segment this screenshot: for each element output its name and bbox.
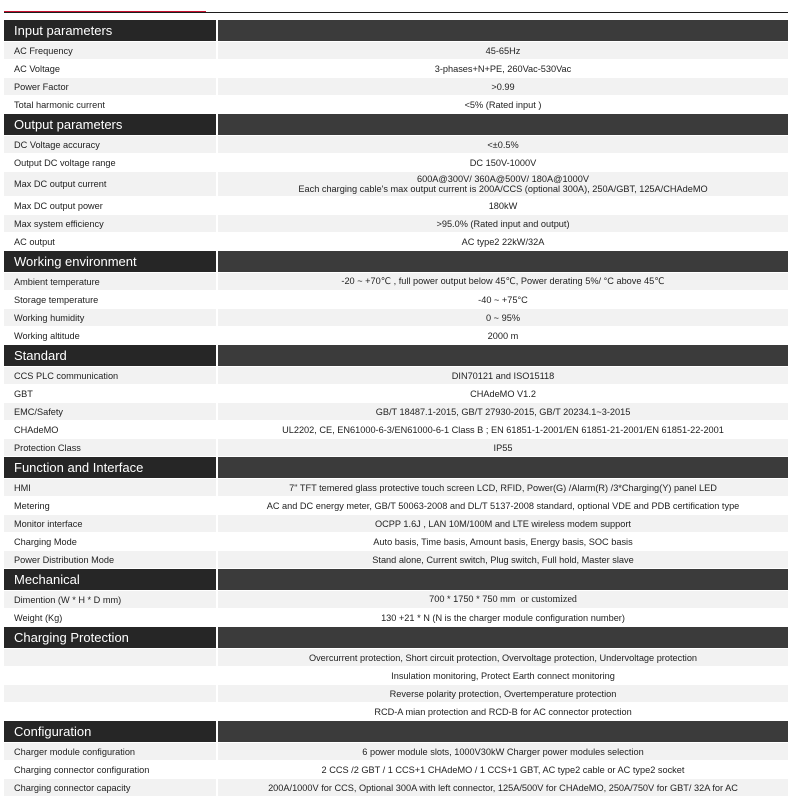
spec-row: [4, 649, 788, 666]
section-title: Charging Protection: [4, 627, 216, 648]
spec-table: [4, 20, 788, 797]
section-title: Function and Interface: [4, 457, 216, 478]
section-header-fill: [216, 627, 788, 648]
spec-label: Ambient temperature: [4, 273, 216, 290]
spec-value: UL2202, CE, EN61000-6-3/EN61000-6-1 Class B ; EN 61851-1-2001/EN 61851-21-2001/EN 61851-22-2001: [218, 421, 788, 438]
spec-label: Weight (Kg): [4, 609, 216, 626]
section-title: Standard: [4, 345, 216, 366]
spec-row: [4, 667, 788, 684]
section-header-fill: [216, 457, 788, 478]
spec-row: [4, 367, 788, 384]
spec-row: [4, 233, 788, 250]
spec-row: [4, 273, 788, 290]
spec-row: [4, 685, 788, 702]
spec-label: Max DC output power: [4, 197, 216, 214]
spec-label: Total harmonic current: [4, 96, 216, 113]
spec-value: Overcurrent protection, Short circuit protection, Overvoltage protection, Undervoltage protection: [218, 649, 788, 666]
section-title: Output parameters: [4, 114, 216, 135]
spec-label: Output DC voltage range: [4, 154, 216, 171]
spec-row: [4, 497, 788, 514]
spec-row: [4, 421, 788, 438]
spec-label: [4, 649, 216, 666]
spec-value: 0 ~ 95%: [218, 309, 788, 326]
spec-value: AC and DC energy meter, GB/T 50063-2008 and DL/T 5137-2008 standard, optional VDE and PDB certification type: [218, 497, 788, 514]
spec-label: Power Factor: [4, 78, 216, 95]
section-title: Input parameters: [4, 20, 216, 41]
section-header-fill: [216, 345, 788, 366]
spec-label: [4, 703, 216, 720]
section-header-fill: [216, 114, 788, 135]
section-title: Mechanical: [4, 569, 216, 590]
spec-value: GB/T 18487.1-2015, GB/T 27930-2015, GB/T 20234.1~3-2015: [218, 403, 788, 420]
spec-value: CHAdeMO V1.2: [218, 385, 788, 402]
spec-row: [4, 154, 788, 171]
spec-value-extra: or customized: [520, 594, 577, 605]
spec-value: 180kW: [218, 197, 788, 214]
header-rule: [4, 12, 788, 13]
spec-value: 200A/1000V for CCS, Optional 300A with left connector, 125A/500V for CHAdeMO, 250A/750V for GBT/ 32A for AC: [218, 779, 788, 796]
spec-label: Storage temperature: [4, 291, 216, 308]
spec-label: Monitor interface: [4, 515, 216, 532]
spec-row: [4, 309, 788, 326]
spec-row: [4, 439, 788, 456]
spec-label: [4, 685, 216, 702]
spec-label: AC Voltage: [4, 60, 216, 77]
spec-value: 7" TFT temered glass protective touch screen LCD, RFID, Power(G) /Alarm(R) /3*Charging(Y) panel LED: [218, 479, 788, 496]
spec-value: 3-phases+N+PE, 260Vac-530Vac: [218, 60, 788, 77]
spec-row: [4, 60, 788, 77]
spec-row: [4, 609, 788, 626]
spec-label: GBT: [4, 385, 216, 402]
section-title: Configuration: [4, 721, 216, 742]
spec-label: Charging connector capacity: [4, 779, 216, 796]
spec-value-line: [429, 594, 577, 605]
spec-label: Dimention (W * H * D mm): [4, 591, 216, 608]
spec-row: [4, 197, 788, 214]
spec-value: Reverse polarity protection, Overtemperature protection: [218, 685, 788, 702]
spec-value: 45-65Hz: [218, 42, 788, 59]
spec-row: [4, 515, 788, 532]
spec-value: [218, 172, 788, 196]
spec-row: [4, 479, 788, 496]
spec-label: EMC/Safety: [4, 403, 216, 420]
spec-label: Working altitude: [4, 327, 216, 344]
spec-label: Max system efficiency: [4, 215, 216, 232]
spec-label: Metering: [4, 497, 216, 514]
section-header: [4, 114, 788, 135]
section-header: [4, 627, 788, 648]
spec-label: Working humidity: [4, 309, 216, 326]
section-header-fill: [216, 20, 788, 41]
spec-value: RCD-A mian protection and RCD-B for AC connector protection: [218, 703, 788, 720]
section-header-fill: [216, 721, 788, 742]
spec-value: >95.0% (Rated input and output): [218, 215, 788, 232]
spec-row: [4, 215, 788, 232]
spec-value: Insulation monitoring, Protect Earth connect monitoring: [218, 667, 788, 684]
section-header: [4, 457, 788, 478]
spec-value-line: 600A@300V/ 360A@500V/ 180A@1000V: [416, 174, 590, 184]
spec-value: [218, 591, 788, 608]
spec-row: [4, 78, 788, 95]
spec-value: <5% (Rated input ): [218, 96, 788, 113]
spec-value-main: 700 * 1750 * 750 mm: [429, 594, 516, 604]
spec-label: AC output: [4, 233, 216, 250]
section-title: Working environment: [4, 251, 216, 272]
spec-value: AC type2 22kW/32A: [218, 233, 788, 250]
spec-row: [4, 551, 788, 568]
spec-label: [4, 667, 216, 684]
spec-value: -40 ~ +75°C: [218, 291, 788, 308]
spec-value: Stand alone, Current switch, Plug switch, Full hold, Master slave: [218, 551, 788, 568]
section-header: [4, 569, 788, 590]
spec-label: Charging connector configuration: [4, 761, 216, 778]
spec-row: [4, 327, 788, 344]
spec-label: Charging Mode: [4, 533, 216, 550]
section-header-fill: [216, 569, 788, 590]
spec-value: Auto basis, Time basis, Amount basis, Energy basis, SOC basis: [218, 533, 788, 550]
spec-row: [4, 385, 788, 402]
section-header: [4, 251, 788, 272]
spec-row: [4, 172, 788, 196]
spec-label: Max DC output current: [4, 172, 216, 196]
spec-label: Power Distribution Mode: [4, 551, 216, 568]
section-header: [4, 721, 788, 742]
section-header: [4, 345, 788, 366]
spec-label: CCS PLC communication: [4, 367, 216, 384]
spec-value: DC 150V-1000V: [218, 154, 788, 171]
spec-label: DC Voltage accuracy: [4, 136, 216, 153]
section-header: [4, 20, 788, 41]
section-header-fill: [216, 251, 788, 272]
spec-value: OCPP 1.6J , LAN 10M/100M and LTE wireless modem support: [218, 515, 788, 532]
spec-row: [4, 42, 788, 59]
spec-label: HMI: [4, 479, 216, 496]
spec-row: [4, 533, 788, 550]
spec-value: 2000 m: [218, 327, 788, 344]
spec-value: >0.99: [218, 78, 788, 95]
spec-row: [4, 403, 788, 420]
spec-row: [4, 136, 788, 153]
spec-label: Charger module configuration: [4, 743, 216, 760]
spec-row: [4, 591, 788, 608]
spec-row: [4, 291, 788, 308]
spec-label: CHAdeMO: [4, 421, 216, 438]
spec-row: [4, 743, 788, 760]
spec-value: -20 ~ +70℃ , full power output below 45℃, Power derating 5%/ °C above 45℃: [218, 273, 788, 290]
spec-label: AC Frequency: [4, 42, 216, 59]
spec-row: [4, 761, 788, 778]
spec-value-line: Each charging cable's max output current is 200A/CCS (optional 300A), 250A/GBT, 125A/CHAdeMO: [298, 184, 708, 194]
spec-label: Protection Class: [4, 439, 216, 456]
spec-value: 6 power module slots, 1000V30kW Charger power modules selection: [218, 743, 788, 760]
spec-value: <±0.5%: [218, 136, 788, 153]
spec-row: [4, 703, 788, 720]
spec-row: [4, 96, 788, 113]
spec-value: DIN70121 and ISO15118: [218, 367, 788, 384]
spec-value: IP55: [218, 439, 788, 456]
spec-value: 2 CCS /2 GBT / 1 CCS+1 CHAdeMO / 1 CCS+1 GBT, AC type2 cable or AC type2 socket: [218, 761, 788, 778]
spec-value: 130 +21 * N (N is the charger module configuration number): [218, 609, 788, 626]
